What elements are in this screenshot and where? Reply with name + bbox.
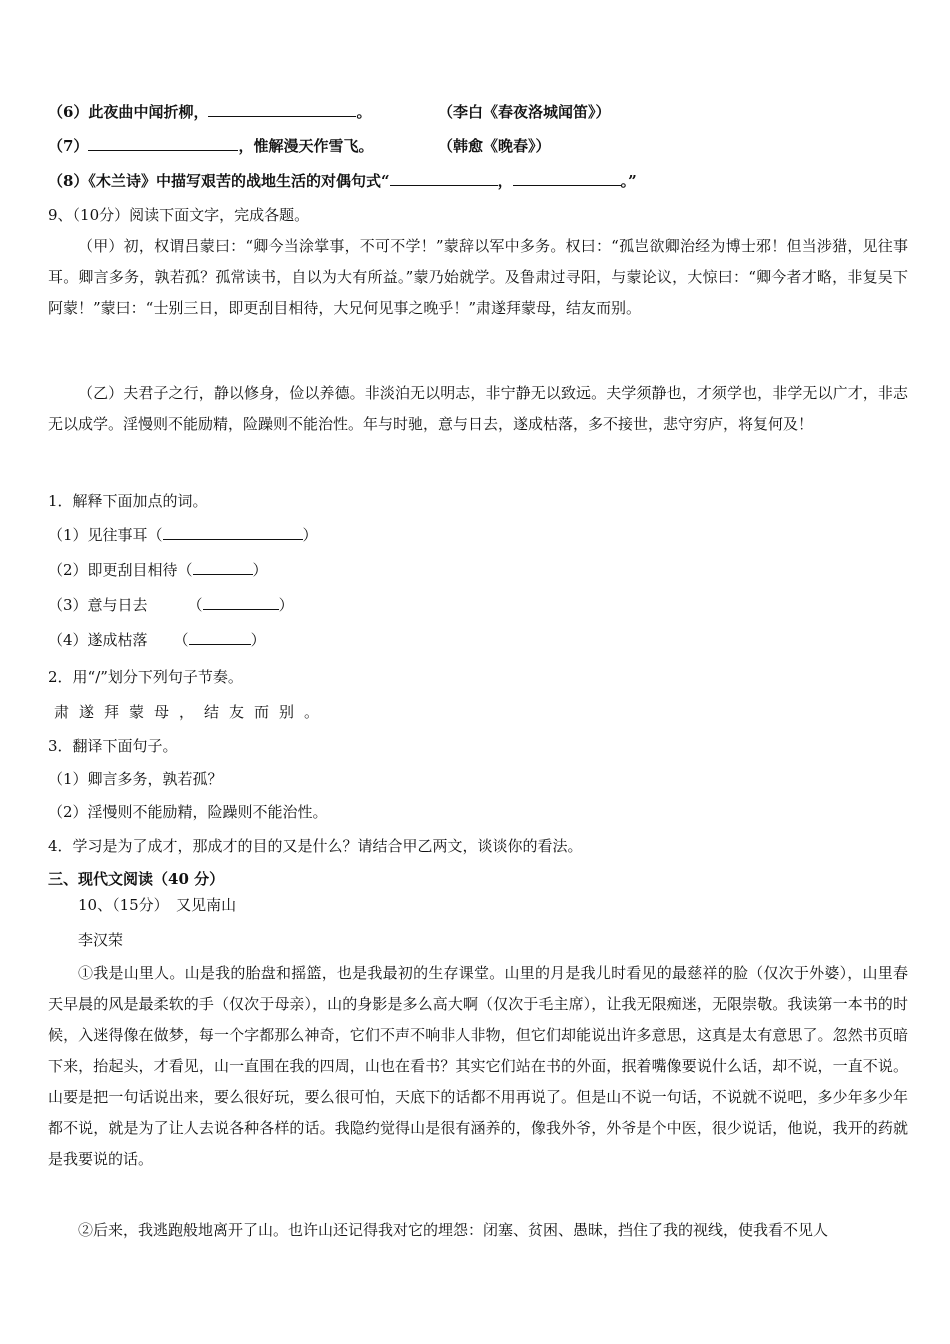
- item7-suffix: ，惟解漫天作雪飞。: [238, 137, 374, 155]
- fill-item-7: [48, 136, 908, 156]
- s3-item-1: （1）卿言多务，孰若孤？: [48, 770, 223, 788]
- q10-header: 10、（15分） 又见南山: [78, 896, 237, 914]
- item7-source: （韩愈《晚春》）: [438, 137, 551, 155]
- s1-item-close: ）: [278, 596, 294, 614]
- s1-item-label: （3）意与日去: [48, 596, 148, 614]
- item6-suffix: 。: [356, 103, 372, 121]
- s1-item-close: ）: [302, 526, 318, 544]
- s1-item-close: ）: [250, 631, 266, 649]
- fill-item-8: [48, 171, 908, 191]
- author: 李汉荣: [78, 931, 124, 949]
- s1-item-3: [48, 595, 908, 615]
- s1-item-label: （1）见往事耳（: [48, 526, 163, 544]
- answer-blank[interactable]: [208, 102, 356, 117]
- answer-blank[interactable]: [513, 171, 621, 186]
- section-3-title: 三、现代文阅读（40 分）: [48, 870, 225, 888]
- answer-blank[interactable]: [189, 630, 251, 645]
- s1-title: 1．解释下面加点的词。: [48, 492, 208, 510]
- s4-title: 4．学习是为了成才，那成才的目的又是什么？请结合甲乙两文，谈谈你的看法。: [48, 837, 583, 855]
- passage-yi: （乙）夫君子之行，静以修身，俭以养德。非淡泊无以明志，非宁静无以致远。夫学须静也，才须学也，非学无以广才，非志无以成学。淫慢则不能励精，险躁则不能治性。年与时驰，意与日去，遂成枯落，多不接世，悲守穷庐，将复何及！: [48, 384, 908, 433]
- answer-blank[interactable]: [163, 525, 303, 540]
- item8-mid: ，: [497, 172, 513, 190]
- item7-text: （7）: [48, 137, 89, 155]
- s1-item-label: （2）即更刮目相待（: [48, 561, 193, 579]
- fill-item-6: [48, 102, 908, 122]
- s2-title: 2．用“/”划分下列句子节奏。: [48, 668, 243, 686]
- s1-item-label: （4）遂成枯落: [48, 631, 148, 649]
- s1-item-4: [48, 630, 908, 650]
- passage-p1: ①我是山里人。山是我的胎盘和摇篮，也是我最初的生存课堂。山里的月是我儿时看见的最慈祥的脸（仅次于外婆），山里春天早晨的风是最柔软的手（仅次于母亲），山的身影是多么高大啊（仅次于毛主席），让我无限痴迷，无限崇敬。我读第一本书的时候，入迷得像在做梦，每一个字都那么神奇，它们不声不响非人非物，但它们却能说出许多意思，这真是太有意思了。忽然书页暗下来，抬起头，才看见，山一直围在我的四周，山也在看书？其实它们站在书的外面，抿着嘴像要说什么话，却不说，一直不说。山要是把一句话说出来，要么很好玩，要么很可怕，天底下的话都不用再说了。但是山不说一句话，不说就不说吧，多少年多少年都不说，就是为了让人去说各种各样的话。我隐约觉得山是很有涵养的，像我外爷，外爷是个中医，很少说话，他说，我开的药就是我要说的话。: [48, 964, 908, 1168]
- q9-header: 9、（10分）阅读下面文字，完成各题。: [48, 206, 310, 224]
- item6-text: （6）此夜曲中闻折柳，: [48, 103, 209, 121]
- item8-suffix: 。”: [620, 172, 637, 190]
- item8-text: （8）《木兰诗》中描写艰苦的战地生活的对偶句式“: [48, 172, 390, 190]
- s1-item-1: [48, 525, 908, 545]
- s3-title: 3．翻译下面句子。: [48, 737, 178, 755]
- s1-item-close: ）: [252, 561, 268, 579]
- answer-blank[interactable]: [88, 136, 238, 151]
- answer-blank[interactable]: [193, 560, 253, 575]
- item6-source: （李白《春夜洛城闻笛》）: [438, 103, 611, 121]
- answer-blank[interactable]: [390, 171, 498, 186]
- s1-item-open: （: [173, 631, 189, 649]
- answer-blank[interactable]: [203, 595, 279, 610]
- s1-item-2: [48, 560, 908, 580]
- s3-item-2: （2）淫慢则不能励精，险躁则不能治性。: [48, 803, 328, 821]
- passage-p2: ②后来，我逃跑般地离开了山。也许山还记得我对它的埋怨：闭塞、贫困、愚昧，挡住了我的视线，使我看不见人: [78, 1221, 829, 1239]
- s1-item-open: （: [187, 596, 203, 614]
- s2-sentence: 肃遂拜蒙母，结友而别。: [54, 703, 330, 721]
- passage-jia: （甲）初，权谓吕蒙曰：“卿今当涂掌事，不可不学！”蒙辞以军中多务。权曰：“孤岂欲卿治经为博士邪！但当涉猎，见往事耳。卿言多务，孰若孤？孤常读书，自以为大有所益。”蒙乃始就学。及鲁肃过寻阳，与蒙论议，大惊曰：“卿今者才略，非复吴下阿蒙！”蒙曰：“士别三日，即更刮目相待，大兄何见事之晚乎！”肃遂拜蒙母，结友而别。: [48, 237, 908, 317]
